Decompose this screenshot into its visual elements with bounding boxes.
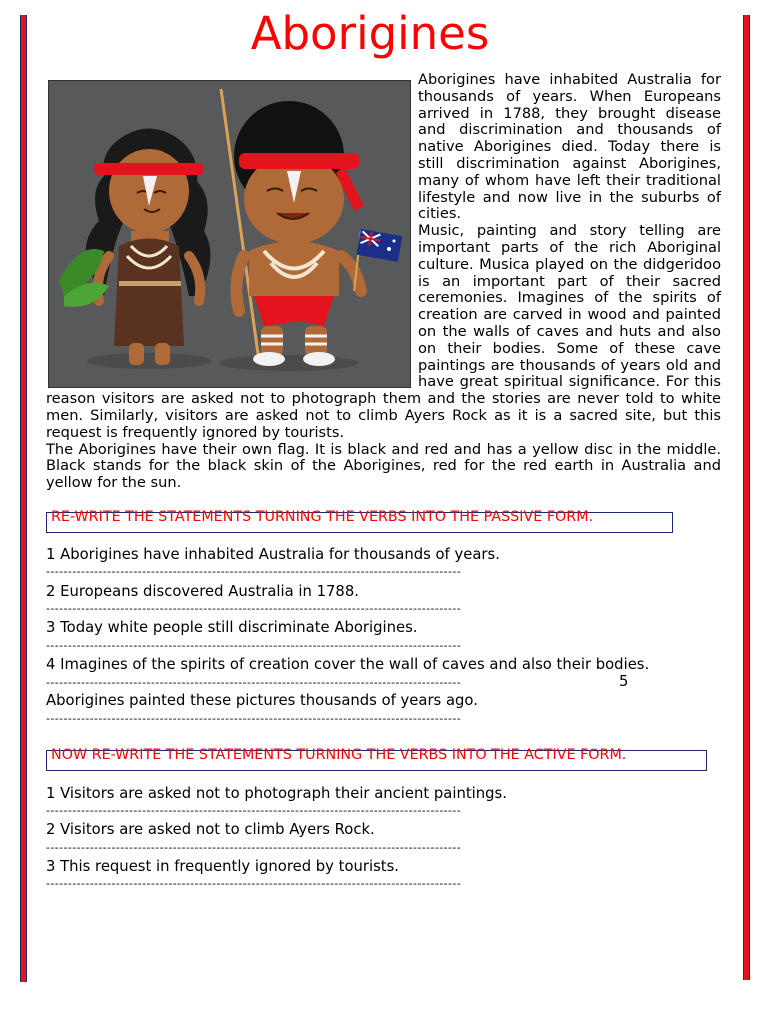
- exercise1-item: Aborigines painted these pictures thousands of years ago.: [46, 692, 478, 709]
- exercise1-item-number: 5: [619, 673, 629, 690]
- answer-line[interactable]: -----------------------------------------------------------------------------------------------: [46, 712, 462, 725]
- answer-line[interactable]: -----------------------------------------------------------------------------------------------: [46, 841, 462, 854]
- right-border-bar: [743, 15, 750, 980]
- exercise2-item: 2 Visitors are asked not to climb Ayers Rock.: [46, 821, 375, 838]
- exercise2-item: 1 Visitors are asked not to photograph their ancient paintings.: [46, 785, 507, 802]
- page-title: Aborigines: [250, 7, 490, 60]
- exercise2-item: 3 This request in frequently ignored by tourists.: [46, 858, 399, 875]
- exercise1-instruction-box: [46, 509, 673, 533]
- left-border-bar: [20, 15, 27, 982]
- article-paragraph: The Aborigines have their own flag. It is black and red and has a yellow disc in the middle. Black stands for the black skin of the Aborigines, red for the red earth in Australia and yellow for the sun.: [46, 440, 721, 492]
- answer-line[interactable]: -----------------------------------------------------------------------------------------------: [46, 602, 462, 615]
- answer-line[interactable]: -----------------------------------------------------------------------------------------------: [46, 639, 462, 652]
- exercise1-item: 4 Imagines of the spirits of creation cover the wall of caves and also their bodies.: [46, 656, 650, 673]
- exercise2-instruction-box: [46, 747, 707, 771]
- exercise1-instruction: RE-WRITE THE STATEMENTS TURNING THE VERBS INTO THE PASSIVE FORM.: [51, 509, 594, 525]
- answer-line[interactable]: -----------------------------------------------------------------------------------------------: [46, 676, 462, 689]
- answer-line[interactable]: -----------------------------------------------------------------------------------------------: [46, 565, 462, 578]
- article-paragraph: Aborigines have inhabited Australia for thousands of years. When Europeans arrived in 1788, they brought disease and discrimination and thousands of native Aborigines died. Today there is still discrimination against Aborigines, many of whom have left their traditional lifestyle and now live in the suburbs of cities.: [418, 71, 721, 223]
- exercise2-instruction: NOW RE-WRITE THE STATEMENTS TURNING THE VERBS INTO THE ACTIVE FORM.: [51, 747, 627, 763]
- article-text: [46, 72, 721, 492]
- exercise1-item: 2 Europeans discovered Australia in 1788.: [46, 583, 359, 600]
- article-paragraph: Music, painting and story telling are important parts of the rich Aboriginal culture. Musica played on the didgeridoo is an important part of their sacred ceremonies. Imagines of the spirits of creation are carved in wood and painted on the walls of caves and huts and also on their bodies. Some of these cave paintings are thousands of years old and have great spiritual significance. For this reason visitors are asked not to photograph them and the stories are never told to white men. Similarly, visitors are asked not to climb Ayers Rock as it is a sacred site, but this request is frequently ignored by tourists.: [46, 222, 721, 441]
- exercise1-item: 3 Today white people still discriminate Aborigines.: [46, 619, 418, 636]
- image-spacer: [46, 72, 418, 390]
- answer-line[interactable]: -----------------------------------------------------------------------------------------------: [46, 804, 462, 817]
- answer-line[interactable]: -----------------------------------------------------------------------------------------------: [46, 877, 462, 890]
- exercise1-item: 1 Aborigines have inhabited Australia for thousands of years.: [46, 546, 500, 563]
